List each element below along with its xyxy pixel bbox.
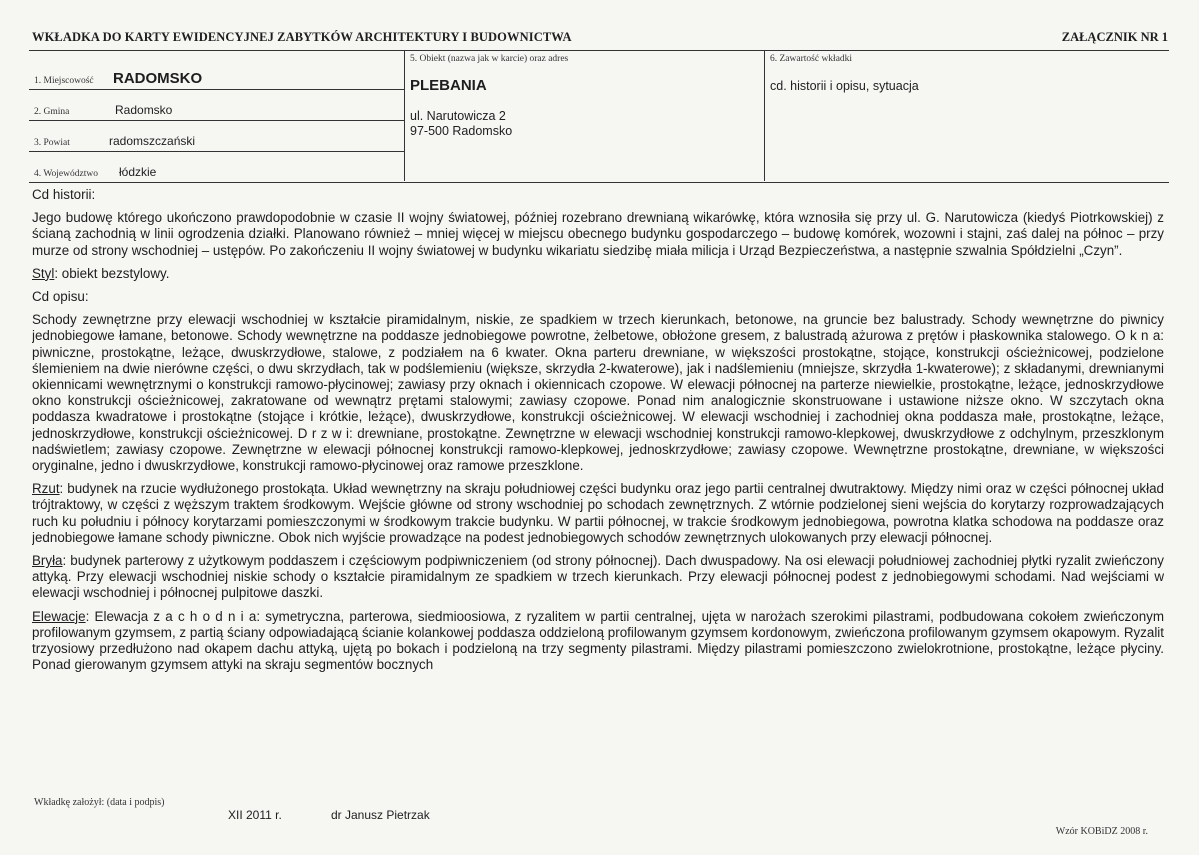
field-county xyxy=(29,120,404,152)
plan-text: : budynek na rzucie wydłużonego prostokąta. Układ wewnętrzny na skraju południowej części budynku oraz jego partii centralnej dwutraktowy. Między nimi oraz w części północnej układ trójtraktowy, w części z węższym traktem środkowym. Wejście główne od strony wschodniej po schodach zewnętrznych. Z wtórnie podzielonej sieni wejścia do korytarzy rozprowadzających ruch ku południu i północy korytarzami pomieszczonymi w środkowym trakcie budynku. W partii północnej, w trakcie środkowym jednobiegowa, powrotna klatka schodowa na poddasze oraz jednobiegowe łamane schody piwniczne. Obok nich wyjście prowadzące na podest jednobiegowych schodów zewnętrznych ulokowanych przy elewacji północnej. xyxy=(32,481,1164,545)
plan-paragraph xyxy=(32,481,1164,546)
field-voivodeship-label: 4. Województwo xyxy=(34,169,98,179)
field-voivodeship-value: łódzkie xyxy=(119,165,157,179)
elevations-label: Elewacje xyxy=(32,608,86,624)
footer-date: XII 2011 r. xyxy=(228,808,282,822)
attachment-number: ZAŁĄCZNIK NR 1 xyxy=(1061,30,1168,44)
mass-text: : budynek parterowy z użytkowym poddaszem i częściowym podpiwniczeniem (od strony północnej). Dach dwuspadowy. Na osi elewacji południowej zachodniej płytki ryzalit zwieńczony attyką. Przy elewacji wschodniej niskie schody o kształcie piramidalnym ze spadkiem w trzech kierunkach. Przy elewacji północnej podest z jednobiegowymi schodami. Nad wejściami w elewacji wschodniej i północnej pulpitowe daszki. xyxy=(32,553,1164,601)
plan-label: Rzut xyxy=(32,481,60,497)
elevations-paragraph xyxy=(32,609,1164,674)
field-locality-value: RADOMSKO xyxy=(113,70,203,87)
body-text xyxy=(32,187,1164,793)
style-paragraph xyxy=(32,266,1164,282)
field-locality-label: 1. Miejscowość xyxy=(34,76,94,86)
field-voivodeship xyxy=(29,151,404,182)
object-street: ul. Narutowicza 2 xyxy=(410,109,506,123)
field-commune-value: Radomsko xyxy=(115,103,173,117)
column-divider-1 xyxy=(404,50,405,181)
description-heading: Cd opisu: xyxy=(32,289,89,305)
object-city: 97-500 Radomsko xyxy=(410,124,513,138)
field-commune-label: 2. Gmina xyxy=(34,107,70,117)
column-divider-2 xyxy=(764,50,765,181)
history-paragraph: Jego budowę którego ukończono prawdopodobnie w czasie II wojny światowej, później rozebrano drewnianą wikarówkę, która wznosiła się przy ul. G. Narutowicza (kiedyś Piotrkowskiej) z ścianą zachodnią w linii ogrodzenia działki. Planowano również – mniej więcej w miejscu obecnego budynku gospodarczego – budowę komórek, wozowni i stajni, zaś dalej na północ – przy murze od strony wschodniej – ustępów. Po zakończeniu II wojny światowej w budynku wikariatu siedzibę miała milicja i Urząd Bezpieczeństwa, a następnie szwalnia Spółdzielni „Czyn”. xyxy=(32,210,1164,258)
contents-label: 6. Zawartość wkładki xyxy=(770,54,853,64)
contents-value: cd. historii i opisu, sytuacja xyxy=(770,79,919,93)
field-county-label: 3. Powiat xyxy=(34,138,70,148)
mass-paragraph xyxy=(32,553,1164,602)
object-label: 5. Obiekt (nazwa jak w karcie) oraz adres xyxy=(410,54,569,64)
style-text: : obiekt bezstylowy. xyxy=(54,265,170,281)
footer-label: Wkładkę założył: (data i podpis) xyxy=(34,797,165,808)
mass-label: Bryła xyxy=(32,553,63,569)
elevations-text: : Elewacja z a c h o d n i a: symetryczna, parterowa, siedmioosiowa, z ryzalitem w partii centralnej, ujęta w narożach szerokimi pilastrami, podbudowana cokołem zwieńczonym profilowanym gzymsem, z partią ściany odpowiadającą ścianie kolankowej poddasza oddzieloną profilowanym gzymsem kordonowym, zwieńczona profilowanym gzymsem okapowym. Ryzalit trzyosiowy przedłużono nad okapem dachu attyką, ujętą po bokach i podzieloną na trzy segmenty pilastrami. Między pilastrami pomieszczono zwielokrotnione, prostokątne, leżące płyciny. Ponad gierowanym gzymsem attyki na skraju segmentów bocznych xyxy=(32,608,1164,673)
field-locality xyxy=(29,58,404,90)
object-name: PLEBANIA xyxy=(410,77,487,94)
history-heading: Cd historii: xyxy=(32,187,96,202)
document-title: WKŁADKA DO KARTY EWIDENCYJNEJ ZABYTKÓW ARCHITEKTURY I BUDOWNICTWA xyxy=(32,30,572,44)
form-model: Wzór KOBiDZ 2008 r. xyxy=(1055,826,1148,837)
footer-author: dr Janusz Pietrzak xyxy=(331,808,430,822)
description-paragraph: Schody zewnętrzne przy elewacji wschodniej w kształcie piramidalnym, niskie, ze spadkiem w trzech kierunkach, betonowe, na gruncie bez balustrady. Schody wewnętrzne do piwnicy jednobiegowe łamane, betonowe. Schody wewnętrzne na poddasze jednobiegowe powrotne, żelbetowe, obłożone gresem, z balustradą ażurowa z prętów i płaskownika stalowego. O k n a: piwniczne, prostokątne, leżące, dwuskrzydłowe, stalowe, z podziałem na 6 kwater. Okna parteru drewniane, w większości prostokątne, stojące, konstrukcji ościeżnicowej, podzielone ślemieniem na dwie nierówne części, o dwu skrzydłach, tak w podślemieniu (większe, skrzydła 2-kwaterowe), jak i nadślemieniu (mniejsze, skrzydła 1-kwaterowe); z składanymi, drewnianymi okiennicami wewnętrznymi o konstrukcji ramowo-płycinowej; zawiasy przy oknach i okiennicach czopowe. W elewacji północnej na parterze niewielkie, prostokątne, leżące, jednoskrzydłowe okno konstrukcji ościeżnicowej, zakratowane od wewnątrz prętami stalowymi; zawiasy czopowe. Ponad nim analogicznie skonstruowane i ustawione niższe okno. W szczytach okna poddasza kwadratowe i prostokątne (stojące i krótkie, leżące), dwuskrzydłowe, konstrukcji ościeżnicowej. W elewacji wschodniej i zachodniej okna poddasza małe, prostokątne, leżące, jednoskrzydłowe, konstrukcji ościeżnicowej. D r z w i: drewniane, prostokątne. Zewnętrzne w elewacji wschodniej konstrukcji ramowo-klepkowej, dwuskrzydłowe z odchylnym, przeszklonym nadświetlem; zawiasy czopowe. Zewnętrzne w elewacji północnej konstrukcji ramowo-klepkowej, jednoskrzydłowe; zawiasy czopowe. Wewnętrzne prostokątne, drewniane, w większości oryginalne, jedno i dwuskrzydłowe, konstrukcji ramowo-płycinowej oraz ramowe przeszklone. xyxy=(32,312,1164,474)
field-county-value: radomszczański xyxy=(109,134,196,148)
style-label: Styl xyxy=(32,265,55,281)
field-commune xyxy=(29,89,404,121)
